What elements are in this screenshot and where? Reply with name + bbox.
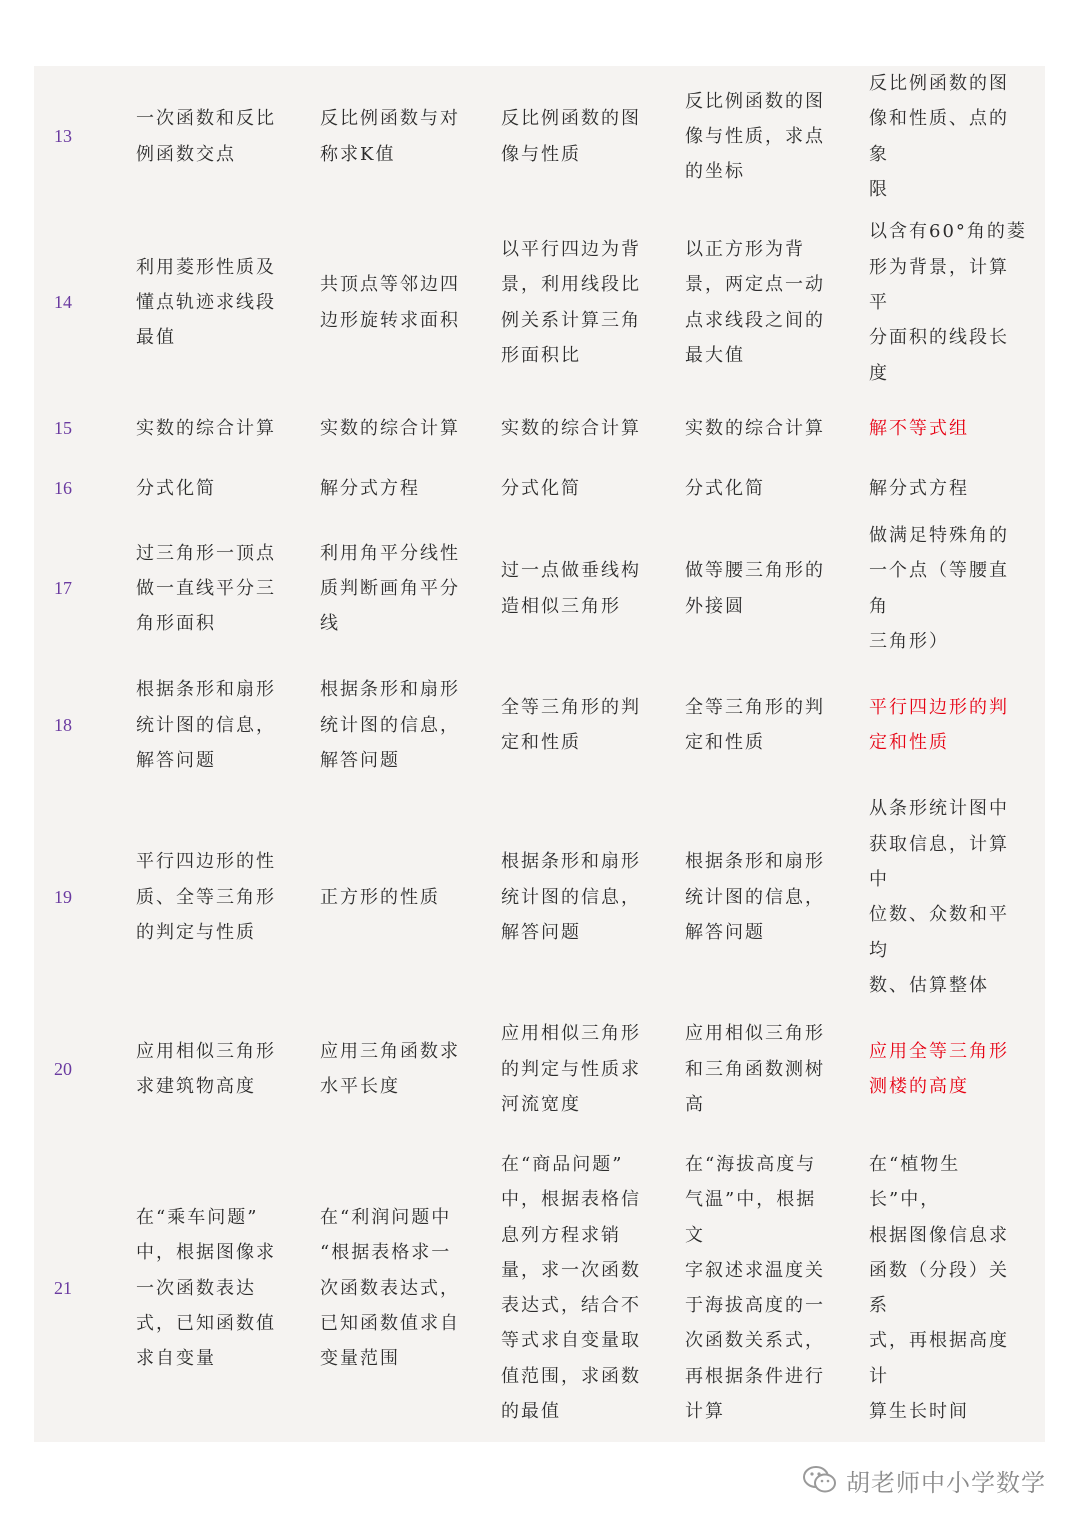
table-cell: 全等三角形的判 定和性质 xyxy=(501,697,641,754)
table-cell: 解分式方程 xyxy=(869,478,969,500)
table-row xyxy=(34,459,1045,518)
table-cell: 以正方形为背 景，两定点一动 点求线段之间的 最大值 xyxy=(685,239,825,366)
question-number: 18 xyxy=(54,714,72,735)
table-cell xyxy=(849,1441,1045,1442)
question-number: 19 xyxy=(54,886,72,907)
table-cell xyxy=(481,1441,665,1442)
table-cell: 做等腰三角形的 外接圆 xyxy=(685,560,825,617)
table-cell: 共顶点等邻边四 边形旋转求面积 xyxy=(320,274,460,331)
table-cell-highlight: 平行四边形的判 定和性质 xyxy=(869,697,1009,754)
table-cell: 根据条形和扇形 统计图的信息， 解答问题 xyxy=(685,851,825,943)
table-cell: 过三角形一顶点 做一直线平分三 角形面积 xyxy=(136,542,276,635)
question-number: 17 xyxy=(54,578,72,599)
table-cell: 根据条形和扇形 统计图的信息， 解答问题 xyxy=(501,851,641,943)
table-cell: 过一点做垂线构 造相似三角形 xyxy=(501,560,641,617)
table-cell: 分式化简 xyxy=(685,478,765,500)
table-row xyxy=(34,1441,1045,1442)
table-cell-highlight: 解不等式组 xyxy=(869,418,969,440)
table-cell-highlight: 应用全等三角形 测楼的高度 xyxy=(869,1040,1009,1098)
table-cell: 从条形统计图中 获取信息，计算中 位数、众数和平均 数、估算整体 xyxy=(869,798,1009,996)
question-number xyxy=(34,1441,116,1442)
table-cell: 正方形的性质 xyxy=(320,886,440,908)
table-cell: 反比例函数的图 像和性质、点的象 限 xyxy=(869,73,1009,200)
question-number: 20 xyxy=(54,1058,72,1079)
table-cell: 根据条形和扇形 统计图的信息， 解答问题 xyxy=(320,679,460,772)
table-cell: 应用相似三角形 和三角函数测树 高 xyxy=(685,1023,825,1115)
table-row xyxy=(34,398,1045,459)
question-number: 15 xyxy=(54,418,72,439)
table-cell: 平行四边形的性 质、全等三角形 的判定与性质 xyxy=(136,851,276,943)
table-cell xyxy=(116,1441,300,1442)
table-cell: 分式化简 xyxy=(501,478,581,500)
table-cell: 以含有60°角的菱 形为背景，计算平 分面积的线段长 度 xyxy=(869,221,1027,384)
table-cell: 实数的综合计算 xyxy=(136,418,276,440)
table-row xyxy=(34,207,1045,398)
table-row xyxy=(34,518,1045,659)
table-cell: 反比例函数的图 像与性质，求点 的坐标 xyxy=(685,90,825,183)
table-panel xyxy=(34,66,1045,1442)
table-cell: 在“乘车问题” 中，根据图像求 一次函数表达 式，已知函数值 求自变量 xyxy=(136,1206,276,1370)
table-cell: 做满足特殊角的 一个点（等腰直角 三角形） xyxy=(869,525,1009,653)
table-row xyxy=(34,659,1045,791)
table-cell: 应用相似三角形 的判定与性质求 河流宽度 xyxy=(501,1023,641,1115)
table-cell: 实数的综合计算 xyxy=(501,418,641,440)
table-cell xyxy=(665,1441,849,1442)
table-cell: 在“海拔高度与 气温”中，根据文 字叙述求温度关 于海拔高度的一 次函数关系式， 再根据条件进行 计算 xyxy=(685,1153,825,1423)
wechat-icon xyxy=(802,1465,838,1495)
table-cell: 应用相似三角形 求建筑物高度 xyxy=(136,1040,276,1098)
table-cell: 根据条形和扇形 统计图的信息， 解答问题 xyxy=(136,679,276,772)
watermark-text: 胡老师中小学数学 xyxy=(846,1468,1046,1497)
table-cell: 利用角平分线性 质判断画角平分 线 xyxy=(320,542,460,635)
table-cell: 在“利润问题中 “根据表格求一 次函数表达式， 已知函数值求自 变量范围 xyxy=(320,1206,460,1370)
table-cell: 以平行四边为背 景，利用线段比 例关系计算三角 形面积比 xyxy=(501,239,641,366)
table-cell xyxy=(300,1441,481,1442)
table-cell: 实数的综合计算 xyxy=(685,418,825,440)
question-number: 14 xyxy=(54,292,72,313)
table-row xyxy=(34,1003,1045,1135)
table-row xyxy=(34,1135,1045,1441)
table-row xyxy=(34,66,1045,207)
table-cell: 反比例函数的图 像与性质 xyxy=(501,108,641,165)
table-row xyxy=(34,791,1045,1003)
table-cell: 应用三角函数求 水平长度 xyxy=(320,1040,460,1098)
table-cell: 解分式方程 xyxy=(320,478,420,500)
question-number: 16 xyxy=(54,478,72,499)
table-cell: 反比例函数与对 称求K值 xyxy=(320,108,460,165)
table-cell: 一次函数和反比 例函数交点 xyxy=(136,108,276,165)
watermark xyxy=(802,1462,1046,1498)
table-cell: 实数的综合计算 xyxy=(320,418,460,440)
table-cell: 在“商品问题” 中，根据表格信 息列方程求销 量，求一次函数 表达式，结合不 等式求自变量取 值范围，求函数 的最值 xyxy=(501,1153,641,1423)
question-number: 13 xyxy=(54,125,72,146)
table-cell: 在“植物生长”中， 根据图像信息求 函数（分段）关系 式，再根据高度计 算生长时间 xyxy=(869,1153,1009,1423)
table-cell: 分式化简 xyxy=(136,478,216,500)
question-number: 21 xyxy=(54,1277,72,1298)
table-cell: 全等三角形的判 定和性质 xyxy=(685,697,825,754)
table-cell: 利用菱形性质及 懂点轨迹求线段 最值 xyxy=(136,256,276,349)
topic-table xyxy=(34,66,1045,1442)
